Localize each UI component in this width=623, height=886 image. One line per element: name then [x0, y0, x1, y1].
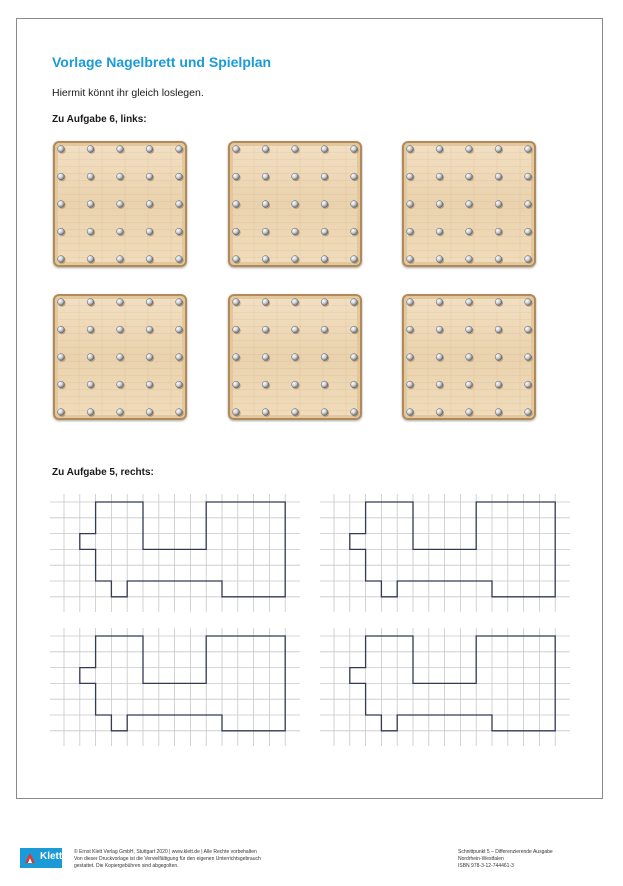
- nail-icon: [466, 256, 473, 263]
- nail-icon: [292, 256, 299, 263]
- nail-icon: [117, 146, 124, 153]
- nail-icon: [58, 256, 65, 263]
- nail-icon: [351, 381, 358, 388]
- nail-icon: [233, 354, 240, 361]
- geoboard: [402, 141, 536, 267]
- game-grid: [50, 628, 300, 746]
- nail-icon: [436, 146, 443, 153]
- game-grid: [320, 628, 570, 746]
- geoboard: [402, 294, 536, 420]
- nail-icon: [87, 326, 94, 333]
- nail-icon: [525, 173, 532, 180]
- nail-icon: [233, 228, 240, 235]
- nail-icon: [407, 381, 414, 388]
- nail-icon: [262, 228, 269, 235]
- nail-icon: [58, 409, 65, 416]
- nail-icon: [176, 201, 183, 208]
- nail-icon: [117, 326, 124, 333]
- nail-icon: [233, 173, 240, 180]
- nail-icon: [321, 228, 328, 235]
- nail-icon: [321, 201, 328, 208]
- nail-icon: [351, 326, 358, 333]
- nail-icon: [466, 228, 473, 235]
- nail-icon: [436, 173, 443, 180]
- nail-icon: [176, 228, 183, 235]
- nail-icon: [292, 173, 299, 180]
- nail-icon: [176, 299, 183, 306]
- nail-icon: [233, 326, 240, 333]
- nail-icon: [407, 146, 414, 153]
- nail-icon: [233, 381, 240, 388]
- nail-icon: [262, 381, 269, 388]
- nail-icon: [407, 409, 414, 416]
- nail-icon: [436, 381, 443, 388]
- nail-icon: [262, 146, 269, 153]
- nail-icon: [495, 299, 502, 306]
- nail-icon: [262, 173, 269, 180]
- geoboard: [53, 141, 187, 267]
- nail-icon: [525, 256, 532, 263]
- nail-icon: [262, 299, 269, 306]
- nail-icon: [321, 173, 328, 180]
- nail-icon: [292, 146, 299, 153]
- nail-icon: [495, 146, 502, 153]
- nail-icon: [466, 146, 473, 153]
- section-label-task5: Zu Aufgabe 5, rechts:: [52, 467, 154, 478]
- nail-icon: [292, 228, 299, 235]
- nail-icon: [176, 354, 183, 361]
- footer-right-line1: Schnittpunkt 5 – Differenzierende Ausgabe: [458, 849, 553, 855]
- intro-text: Hiermit könnt ihr gleich loslegen.: [52, 87, 204, 99]
- nail-icon: [466, 299, 473, 306]
- nail-icon: [495, 256, 502, 263]
- nail-icon: [466, 354, 473, 361]
- footer-book-info: [458, 849, 553, 870]
- nail-icon: [262, 326, 269, 333]
- klett-logo-text: Klett: [40, 851, 63, 862]
- nail-icon: [351, 146, 358, 153]
- nail-icon: [407, 326, 414, 333]
- footer-copyright: [74, 849, 261, 870]
- nail-icon: [495, 201, 502, 208]
- nail-icon: [436, 326, 443, 333]
- nail-icon: [436, 354, 443, 361]
- nail-icon: [58, 146, 65, 153]
- nail-icon: [321, 256, 328, 263]
- nail-icon: [321, 381, 328, 388]
- geoboard: [228, 294, 362, 420]
- nail-icon: [436, 228, 443, 235]
- footer-left-line3: gestattet. Die Kopiergebühren sind abgegolten.: [74, 863, 179, 869]
- nail-icon: [292, 326, 299, 333]
- nail-icon: [525, 146, 532, 153]
- nail-icon: [351, 299, 358, 306]
- klett-logo-icon: [23, 851, 37, 865]
- nail-icon: [321, 354, 328, 361]
- nail-icon: [58, 354, 65, 361]
- nail-icon: [146, 409, 153, 416]
- nail-icon: [117, 256, 124, 263]
- nail-icon: [146, 299, 153, 306]
- nail-icon: [407, 201, 414, 208]
- nail-icon: [292, 354, 299, 361]
- nail-icon: [233, 299, 240, 306]
- nail-icon: [58, 299, 65, 306]
- nail-icon: [176, 381, 183, 388]
- nail-icon: [262, 256, 269, 263]
- nail-icon: [262, 409, 269, 416]
- game-grid: [50, 494, 300, 612]
- nail-icon: [117, 228, 124, 235]
- nail-icon: [146, 173, 153, 180]
- nail-icon: [321, 409, 328, 416]
- nail-icon: [146, 228, 153, 235]
- nail-icon: [466, 381, 473, 388]
- nail-icon: [407, 228, 414, 235]
- nail-icon: [466, 173, 473, 180]
- nail-icon: [117, 299, 124, 306]
- footer-right-line3: ISBN 978-3-12-744461-3: [458, 863, 514, 869]
- nail-icon: [146, 326, 153, 333]
- nail-icon: [87, 381, 94, 388]
- nail-icon: [436, 201, 443, 208]
- nail-icon: [351, 201, 358, 208]
- nail-icon: [407, 354, 414, 361]
- nail-icon: [233, 409, 240, 416]
- nail-icon: [58, 173, 65, 180]
- section-label-task6: Zu Aufgabe 6, links:: [52, 114, 147, 125]
- nail-icon: [176, 146, 183, 153]
- nail-icon: [495, 326, 502, 333]
- nail-icon: [292, 381, 299, 388]
- nail-icon: [321, 146, 328, 153]
- nail-icon: [351, 354, 358, 361]
- nail-icon: [87, 299, 94, 306]
- nail-icon: [321, 299, 328, 306]
- nail-icon: [87, 256, 94, 263]
- nail-icon: [436, 256, 443, 263]
- nail-icon: [351, 173, 358, 180]
- nail-icon: [87, 173, 94, 180]
- footer-left-line2: Von dieser Druckvorlage ist die Vervielfältigung für den eigenen Unterrichtsgebrauch: [74, 856, 261, 862]
- nail-icon: [351, 228, 358, 235]
- nail-icon: [292, 201, 299, 208]
- nail-icon: [495, 381, 502, 388]
- nail-icon: [176, 256, 183, 263]
- nail-icon: [58, 381, 65, 388]
- nail-icon: [407, 256, 414, 263]
- nail-icon: [351, 409, 358, 416]
- nail-icon: [525, 326, 532, 333]
- nail-icon: [58, 326, 65, 333]
- page-title: Vorlage Nagelbrett und Spielplan: [52, 54, 272, 70]
- nail-icon: [495, 409, 502, 416]
- nail-icon: [262, 201, 269, 208]
- footer-right-line2: Nordrhein-Westfalen: [458, 856, 504, 862]
- nail-icon: [117, 409, 124, 416]
- nail-icon: [525, 409, 532, 416]
- nail-icon: [407, 299, 414, 306]
- nail-icon: [466, 409, 473, 416]
- nail-icon: [117, 173, 124, 180]
- nail-icon: [436, 409, 443, 416]
- nail-icon: [146, 354, 153, 361]
- nail-icon: [117, 381, 124, 388]
- footer-left-line1: © Ernst Klett Verlag GmbH, Stuttgart 2020 | www.klett.de | Alle Rechte vorbehalten: [74, 849, 257, 855]
- nail-icon: [176, 173, 183, 180]
- nail-icon: [58, 228, 65, 235]
- nail-icon: [146, 381, 153, 388]
- nail-icon: [146, 201, 153, 208]
- nail-icon: [176, 409, 183, 416]
- nail-icon: [495, 173, 502, 180]
- nail-icon: [262, 354, 269, 361]
- nail-icon: [87, 228, 94, 235]
- geoboard: [53, 294, 187, 420]
- nail-icon: [525, 299, 532, 306]
- nail-icon: [233, 146, 240, 153]
- geoboard: [228, 141, 362, 267]
- nail-icon: [233, 201, 240, 208]
- nail-icon: [117, 201, 124, 208]
- nail-icon: [466, 201, 473, 208]
- nail-icon: [466, 326, 473, 333]
- nail-icon: [495, 228, 502, 235]
- nail-icon: [495, 354, 502, 361]
- nail-icon: [351, 256, 358, 263]
- klett-logo: [20, 848, 62, 868]
- nail-icon: [525, 381, 532, 388]
- nail-icon: [292, 299, 299, 306]
- nail-icon: [117, 354, 124, 361]
- nail-icon: [407, 173, 414, 180]
- nail-icon: [436, 299, 443, 306]
- nail-icon: [87, 146, 94, 153]
- nail-icon: [525, 228, 532, 235]
- nail-icon: [58, 201, 65, 208]
- nail-icon: [146, 146, 153, 153]
- nail-icon: [233, 256, 240, 263]
- nail-icon: [87, 201, 94, 208]
- nail-icon: [525, 354, 532, 361]
- game-grid: [320, 494, 570, 612]
- nail-icon: [87, 409, 94, 416]
- nail-icon: [87, 354, 94, 361]
- nail-icon: [321, 326, 328, 333]
- nail-icon: [292, 409, 299, 416]
- nail-icon: [525, 201, 532, 208]
- nail-icon: [146, 256, 153, 263]
- nail-icon: [176, 326, 183, 333]
